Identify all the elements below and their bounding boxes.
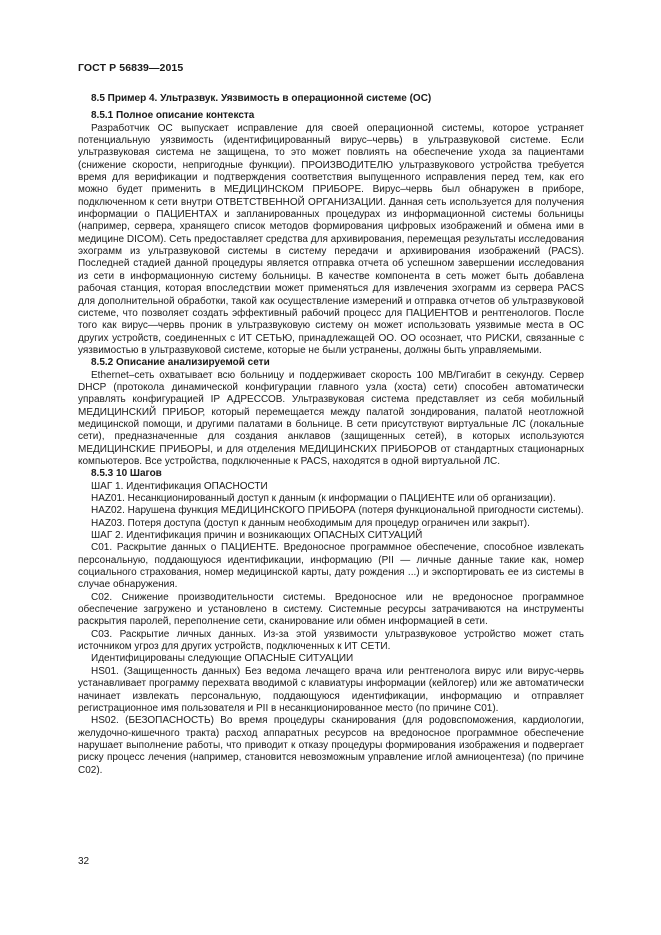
hazardous-situation-hs02: HS02. (БЕЗОПАСНОСТЬ) Во время процедуры сканирования (для родовспоможения, кардиологии, желудочно-кишечного тракта) расход аппаратных ресурсов на вредоносное программное обеспечение нарушает выполнение работы, что приводит к отказу процедуры формирования изображения и подвергает риску процесс лечения (например, становится невозможным управление иглой амниоцентеза) (по причине С02).: [78, 715, 584, 776]
cause-c03: С03. Раскрытие личных данных. Из-за этой уязвимости ультразвуковое устройство может стать источником угроз для других устройств, подключенных к ИТ СЕТИ.: [78, 628, 584, 653]
cause-c01: С01. Раскрытие данных о ПАЦИЕНТЕ. Вредоносное программное обеспечение, способное извлекать персональную, поддающуюся идентификации, информацию (PII — личные данные такие как, номер социального страхования, номер медицинской карты, дату рождения ...) и экспортировать ее из системы в случае обнаружения.: [78, 542, 584, 591]
hazard-haz01: HAZ01. Несанкционированный доступ к данным (к информации о ПАЦИЕНТЕ или об организации).: [91, 493, 556, 504]
paragraph-context: Разработчик ОС выпускает исправление для своей операционной системы, которое устраняет потенциальную уязвимость (идентифицированный вирус–червь) в ультразвуковой системе. Если ультразвуковая система не защищена, то это может повлиять на обеспечение ухода за пациентами (снижение скорости, непригодные функции). ПРОИЗВОДИТЕЛЮ ультразвукового устройства требуется время для верификации и подтверждения соответствия выпущенного исправления перед тем, как его можно будет применить в МЕДИЦИНСКОМ ПРИБОРЕ. Вирус–червь был обнаружен в приборе, подключенном к сети внутри ОТВЕТСТВЕННОЙ ОРГАНИЗАЦИИ. Данная сеть используется для получения информации о ПАЦИЕНТАХ и запланированных процедурах из информационной системы больницы (например, сервера, хранящего список методов формирования цифровых изображений и обмена ими в медицине DICOM). Сеть предоставляет средства для архивирования, перемещая результаты исследования эхограмм из ультразвуковой системы в систему передачи и архивирования изображений (PACS). Последней стадией данной процедуры является отправка отчета об успешном завершении исследования из сети в информационную систему больницы. В качестве компонента в сеть может быть добавлена рабочая станция, которая впоследствии может применяться для извлечения эхограмм из сервера PACS для дополнительной обработки, такой как осуществление измерений и отправка отчетов об ультразвуковой системе, что позволяет создать эффективный рабочий процесс для ПАЦИЕНТОВ и рентгенологов. После того как вирус—червь проник в ультразвуковую систему он может использовать уязвимые места в ОС других устройств, соединенных с ИТ СЕТЬЮ, принадлежащей ОО. ОО осознает, что РИСКИ, связанные с уязвимостью в ультразвуковой системе, которые не были устранены, должны быть управляемыми.: [78, 122, 584, 356]
section-title: 8.5 Пример 4. Ультразвук. Уязвимость в операционной системе (ОС): [91, 93, 432, 104]
hazardous-situations-intro: Идентифицированы следующие ОПАСНЫЕ СИТУАЦИИ: [91, 653, 354, 665]
hazard-haz02: HAZ02. Нарушена функция МЕДИЦИНСКОГО ПРИБОРА (потеря функциональной пригодности системы).: [91, 505, 584, 517]
step-1-heading: ШАГ 1. Идентификация ОПАСНОСТИ: [91, 480, 268, 492]
hazard-haz03: HAZ03. Потеря доступа (доступ к данным необходимым для процедур ограничен или закрыт).: [91, 517, 530, 529]
subsection-heading-8-5-2: 8.5.2 Описание анализируемой сети: [91, 357, 270, 369]
document-header: ГОСТ Р 56839—2015: [78, 62, 184, 74]
subsection-heading-8-5-1: 8.5.1 Полное описание контекста: [91, 110, 255, 122]
paragraph-network: Ethernet–сеть охватывает всю больницу и поддерживает скорость 100 MB/Гигабит в секунду. Сервер DHCP (протокола динамической конфигурации главного узла (хоста) сети) способен автоматически управлять конфигурацией IP АДРЕССОВ. Ультразвуковая система представляет из себя мобильный МЕДИЦИНСКИЙ ПРИБОР, который перемещается между палатой зондирования, палатой неотложной медицинской помощи, и другими палатами в больнице. В сети присутствуют виртуальные ЛС (локальные сети), предназначенные для создания анклавов (защищенных сетей), в которых используются МЕДИЦИНСКИЕ ПРИБОРЫ, и для отделения МЕДИЦИНСКИХ ПРИБОРОВ от стандартных стационарных компьютеров. Все устройства, подключенные к PACS, находятся в одной виртуальной ЛС.: [78, 369, 584, 467]
cause-c02: С02. Снижение производительности системы. Вредоносное или не вредоносное программное обеспечение загружено и установлено в систему. Системные ресурсы затрачиваются на инструменты раскрытия паролей, переполнение сети, сканирование или обмен информацией в сети.: [78, 591, 584, 628]
document-body: [78, 93, 584, 777]
step-2-heading: ШАГ 2. Идентификация причин и возникающих ОПАСНЫХ СИТУАЦИЙ: [91, 530, 423, 542]
hazardous-situation-hs01: HS01. (Защищенность данных) Без ведома лечащего врача или рентгенолога вирус или вирус-червь устанавливает программу перехвата вводимой с клавиатуры информации (кейлогер) или же автоматически начинает извлекать персональную, поддающуюся идентификации, информацию и отправляет регистрационное имя пользователя и PII в несанкционированное место (по причине С01).: [78, 665, 584, 714]
subsection-heading-8-5-3: 8.5.3 10 Шагов: [91, 468, 162, 480]
page-number: 32: [78, 856, 90, 867]
